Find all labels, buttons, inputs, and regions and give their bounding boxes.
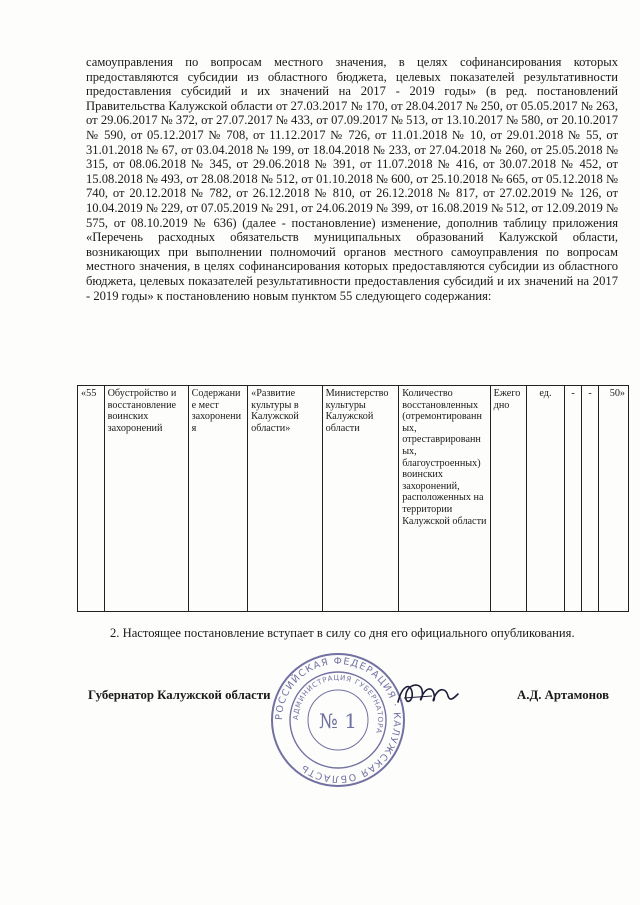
- body-paragraph-1: самоуправления по вопросам местного значения, в целях софинансирования которых предоставляются субсидии из областного бюджета, целевых показателей результативности предоставления субсидий и их значений на 2017 - 2019 годы» (в ред. постановлений Правительства Калужской области от 27.03.2017 № 170, от 28.04.2017 № 250, от 05.05.2017 № 263, от 29.06.2017 № 372, от 27.07.2017 № 433, от 07.09.2017 № 513, от 13.10.2017 № 580, от 20.10.2017 № 590, от 05.12.2017 № 708, от 11.12.2017 № 726, от 11.01.2018 № 10, от 29.01.2018 № 55, от 31.01.2018 № 67, от 03.04.2018 № 199, от 18.04.2018 № 233, от 27.04.2018 № 260, от 25.05.2018 № 315, от 08.06.2018 № 345, от 29.06.2018 № 391, от 11.07.2018 № 416, от 30.07.2018 № 452, от 15.08.2018 № 493, от 28.08.2018 № 512, от 01.10.2018 № 600, от 25.10.2018 № 665, от 05.12.2018 № 740, от 20.12.2018 № 782, от 26.12.2018 № 810, от 26.12.2018 № 817, от 27.02.2019 № 126, от 10.04.2019 № 229, от 07.05.2019 № 291, от 24.06.2019 № 399, от 16.08.2019 № 512, от 12.09.2019 № 575, от 08.10.2019 № 636) (далее - постановление) изменение, дополнив таблицу приложения «Перечень расходных обязательств муниципальных образований Калужской области, возникающих при выполнении полномочий органов местного самоуправления по вопросам местного значения, в целях софинансирования которых предоставляются субсидии из областного бюджета, целевых показателей результативности предоставления субсидий и их значений на 2017 - 2019 годы» к постановлению новым пунктом 55 следующего содержания:: [86, 55, 618, 303]
- signer-name: А.Д. Артамонов: [517, 688, 609, 702]
- cell-value-2017: -: [565, 386, 582, 612]
- signature-icon: [392, 676, 462, 714]
- cell-ministry: Министерство культуры Калужской области: [322, 386, 399, 612]
- cell-unit: ед.: [526, 386, 564, 612]
- cell-value-2018: -: [582, 386, 599, 612]
- cell-content: Содержание мест захоронения: [188, 386, 248, 612]
- cell-number: «55: [78, 386, 105, 612]
- seal-ring-text: РОССИЙСКАЯ ФЕДЕРАЦИЯ · КАЛУЖСКАЯ ОБЛАСТЬ: [273, 655, 403, 785]
- seal-center-text: № 1: [318, 709, 358, 733]
- cell-program: «Развитие культуры в Калужской области»: [248, 386, 322, 612]
- table-row: [78, 386, 629, 612]
- seal-stamp-icon: [268, 650, 408, 790]
- signer-title: Губернатор Калужской области: [88, 688, 271, 702]
- handwritten-signature: [392, 676, 462, 719]
- cell-obligation: Обустройство и восстановление воинских захоронений: [104, 386, 188, 612]
- seal-inner-text: АДМИНИСТРАЦИЯ ГУБЕРНАТОРА: [291, 673, 385, 735]
- cell-value-2019: 50»: [599, 386, 629, 612]
- amendment-table: [77, 385, 629, 612]
- cell-period: Ежегодно: [490, 386, 526, 612]
- body-paragraph-2: 2. Настоящее постановление вступает в силу со дня его официального опубликования.: [110, 626, 575, 640]
- official-seal: [268, 650, 408, 795]
- cell-indicator: Количество восстановленных (отремонтированных, отреставрированных, благоустроенных) воинских захоронений, расположенных на территории Калужской области: [399, 386, 490, 612]
